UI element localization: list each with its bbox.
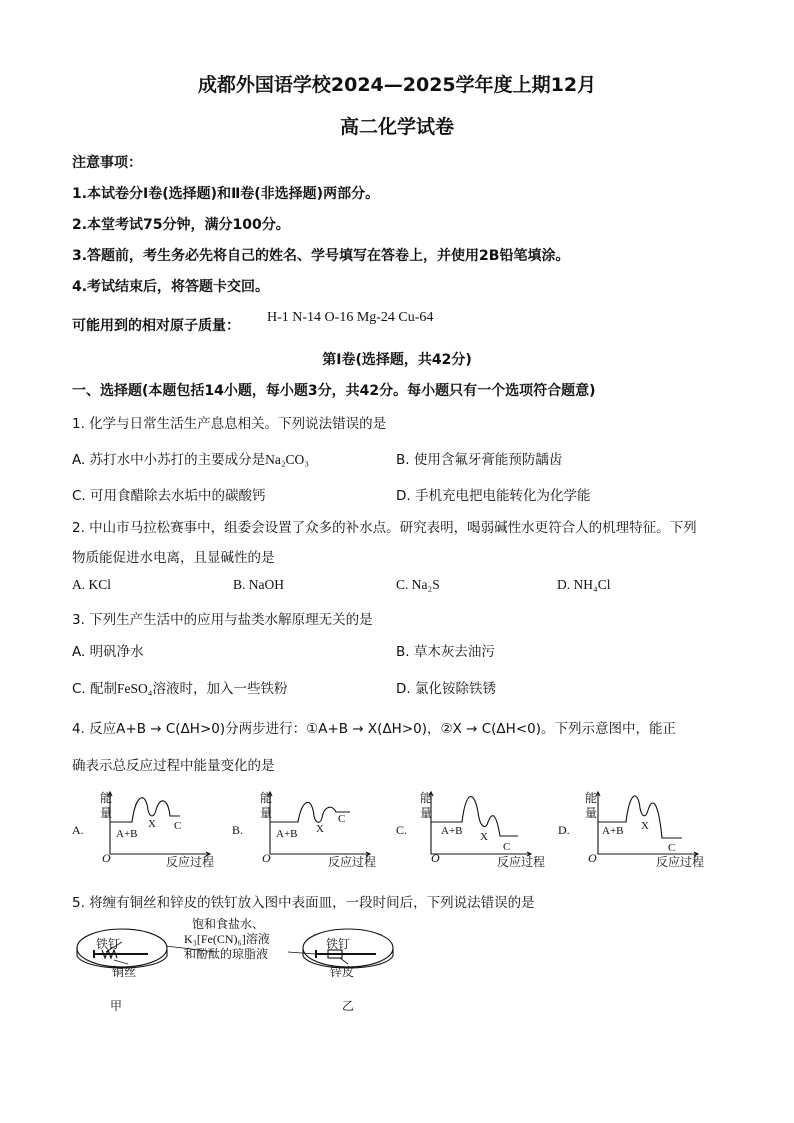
q2-option-a: A. KCl bbox=[72, 577, 112, 592]
q4-b-label-x: X bbox=[316, 823, 324, 835]
q5-dish-left bbox=[77, 929, 167, 968]
q1-option-a-text: A. 苏打水中小苏打的主要成分是 bbox=[72, 452, 266, 468]
note-item-2: 2.本堂考试75分钟，满分100分。 bbox=[72, 217, 290, 233]
q4-c-label-x: X bbox=[480, 831, 488, 843]
note-item-3: 3.答题前，考生务必先将自己的姓名、学号填写在答卷上，并使用2B铅笔填涂。 bbox=[72, 248, 570, 264]
q4-d-ylabel-1: 能 bbox=[585, 791, 598, 805]
q4-a-label-c: C bbox=[174, 820, 182, 832]
q3-option-a: A. 明矾净水 bbox=[72, 644, 144, 660]
atomic-mass-values: H-1 N-14 O-16 Mg-24 Cu-64 bbox=[267, 310, 434, 325]
q5-right-nail-label: 铁钉 bbox=[326, 937, 351, 951]
q5-stem: 5. 将缠有铜丝和锌皮的铁钉放入图中表面皿，一段时间后，下列说法错误的是 bbox=[72, 895, 535, 911]
q4-a-axes bbox=[110, 792, 210, 854]
q1-option-a bbox=[72, 448, 309, 468]
q5-experiment-figure bbox=[66, 914, 406, 1014]
q4-c-xlabel: 反应过程 bbox=[497, 855, 546, 869]
q5-right-skin-label: 锌皮 bbox=[330, 965, 355, 979]
q2-stem-line2: 物质能促进水电离，且显碱性的是 bbox=[72, 550, 275, 566]
q4-c-label-ab: A+B bbox=[441, 825, 463, 837]
q4-diagram-a bbox=[72, 790, 214, 869]
q4-d-xlabel: 反应过程 bbox=[656, 855, 705, 869]
q4-a-ylabel-2: 量 bbox=[100, 806, 113, 820]
q5-left-wire-label: 铜丝 bbox=[112, 965, 137, 979]
q4-b-label-c: C bbox=[338, 813, 346, 825]
q4-diagram-c bbox=[396, 790, 545, 869]
q5-left-wire-pointer bbox=[114, 960, 128, 964]
q2-option-b: B. NaOH bbox=[233, 577, 284, 592]
q4-a-label-x: X bbox=[148, 818, 156, 830]
q4-a-ylabel-1: 能 bbox=[100, 791, 113, 805]
q3-option-b: B. 草木灰去油污 bbox=[396, 644, 495, 660]
q4-c-ylabel-1: 能 bbox=[420, 791, 433, 805]
q4-a-xlabel: 反应过程 bbox=[166, 855, 215, 869]
q5-solution-pointer-right bbox=[288, 952, 316, 954]
note-item-4: 4.考试结束后，将答题卡交回。 bbox=[72, 279, 270, 295]
q4-d-origin: O bbox=[588, 851, 597, 865]
q1-stem: 1. 化学与日常生活生产息息相关。下列说法错误的是 bbox=[72, 416, 387, 432]
q5-right-caption: 乙 bbox=[342, 999, 355, 1013]
q4-d-label-x: X bbox=[641, 820, 649, 832]
q4-a-plot bbox=[108, 792, 210, 856]
q5-right-skin-pointer bbox=[340, 958, 348, 964]
q4-option-b-label: B. bbox=[232, 823, 244, 837]
q5-solution-line2: K₃[Fe(CN)₆]溶液 bbox=[184, 932, 270, 946]
q3-option-c-formula: FeSO₄ bbox=[117, 681, 153, 696]
q4-b-xlabel: 反应过程 bbox=[328, 855, 377, 869]
q5-solution-line1: 饱和食盐水、 bbox=[192, 917, 265, 931]
q5-solution-line3: 和酚酞的琼脂液 bbox=[184, 947, 269, 961]
q4-c-label-c: C bbox=[503, 841, 511, 853]
q3-option-c-suffix: 溶液时，加入一些铁粉 bbox=[152, 681, 288, 697]
q4-diagram-b bbox=[232, 790, 376, 869]
q4-a-origin: O bbox=[102, 851, 111, 865]
section-title: 第Ⅰ卷(选择题，共42分) bbox=[322, 352, 472, 368]
q3-option-c-prefix: C. 配制 bbox=[72, 681, 118, 697]
note-item-1: 1.本试卷分Ⅰ卷(选择题)和Ⅱ卷(非选择题)两部分。 bbox=[72, 186, 380, 202]
q4-b-label-ab: A+B bbox=[276, 828, 298, 840]
q1-option-b: B. 使用含氟牙膏能预防龋齿 bbox=[396, 452, 563, 468]
q4-b-ylabel-1: 能 bbox=[260, 791, 273, 805]
q4-c-arrowheads bbox=[429, 792, 531, 856]
q4-a-label-ab: A+B bbox=[116, 828, 138, 840]
section-instruction: 一、选择题(本题包括14小题，每小题3分，共42分。每小题只有一个选项符合题意) bbox=[72, 383, 596, 399]
exam-title: 成都外国语学校2024—2025学年度上期12月 bbox=[197, 74, 597, 96]
q4-energy-diagrams bbox=[60, 782, 740, 878]
q1-option-d: D. 手机充电把电能转化为化学能 bbox=[396, 488, 591, 504]
q4-a-arrowheads bbox=[108, 792, 210, 856]
q4-stem-line2: 确表示总反应过程中能量变化的是 bbox=[72, 758, 275, 774]
q5-left-nail-label: 铁钉 bbox=[96, 937, 121, 951]
q4-option-c-label: C. bbox=[396, 823, 408, 837]
q3-option-d: D. 氯化铵除铁锈 bbox=[396, 681, 496, 697]
q2-option-c: C. Na₂S bbox=[396, 577, 440, 592]
q4-b-origin: O bbox=[262, 851, 271, 865]
atomic-mass-label: 可能用到的相对原子质量： bbox=[72, 318, 240, 334]
q4-c-origin: O bbox=[431, 851, 440, 865]
exam-subtitle: 高二化学试卷 bbox=[339, 116, 454, 138]
q5-dish-left-rim bbox=[77, 929, 167, 967]
q1-option-c: C. 可用食醋除去水垢中的碳酸钙 bbox=[72, 488, 266, 504]
q2-stem-line1: 2. 中山市马拉松赛事中，组委会设置了众多的补水点。研究表明，喝弱碱性水更符合人的机理特征。下列 bbox=[72, 520, 697, 536]
q5-left-caption: 甲 bbox=[110, 999, 123, 1013]
q4-d-ylabel-2: 量 bbox=[585, 806, 598, 820]
q3-option-c bbox=[72, 677, 287, 697]
q4-stem-line1: 4. 反应A+B → C(ΔH>0)分两步进行：①A+B → X(ΔH>0)，②X → C(ΔH<0)。下列示意图中，能正 bbox=[72, 721, 676, 737]
q2-option-d: D. NH₄Cl bbox=[557, 577, 611, 592]
q1-option-a-formula: Na₂CO₃ bbox=[265, 452, 310, 467]
q4-option-d-label: D. bbox=[558, 823, 570, 837]
q4-diagram-d bbox=[558, 790, 704, 869]
q4-d-label-ab: A+B bbox=[602, 825, 624, 837]
q4-c-plot bbox=[429, 792, 531, 856]
notes-heading: 注意事项： bbox=[72, 155, 142, 171]
q4-b-ylabel-2: 量 bbox=[260, 806, 273, 820]
q4-c-ylabel-2: 量 bbox=[420, 806, 433, 820]
q4-d-label-c: C bbox=[668, 842, 676, 854]
q4-a-energy-curve bbox=[110, 798, 180, 822]
q4-option-a-label: A. bbox=[72, 823, 84, 837]
q3-stem: 3. 下列生产生活中的应用与盐类水解原理无关的是 bbox=[72, 612, 373, 628]
